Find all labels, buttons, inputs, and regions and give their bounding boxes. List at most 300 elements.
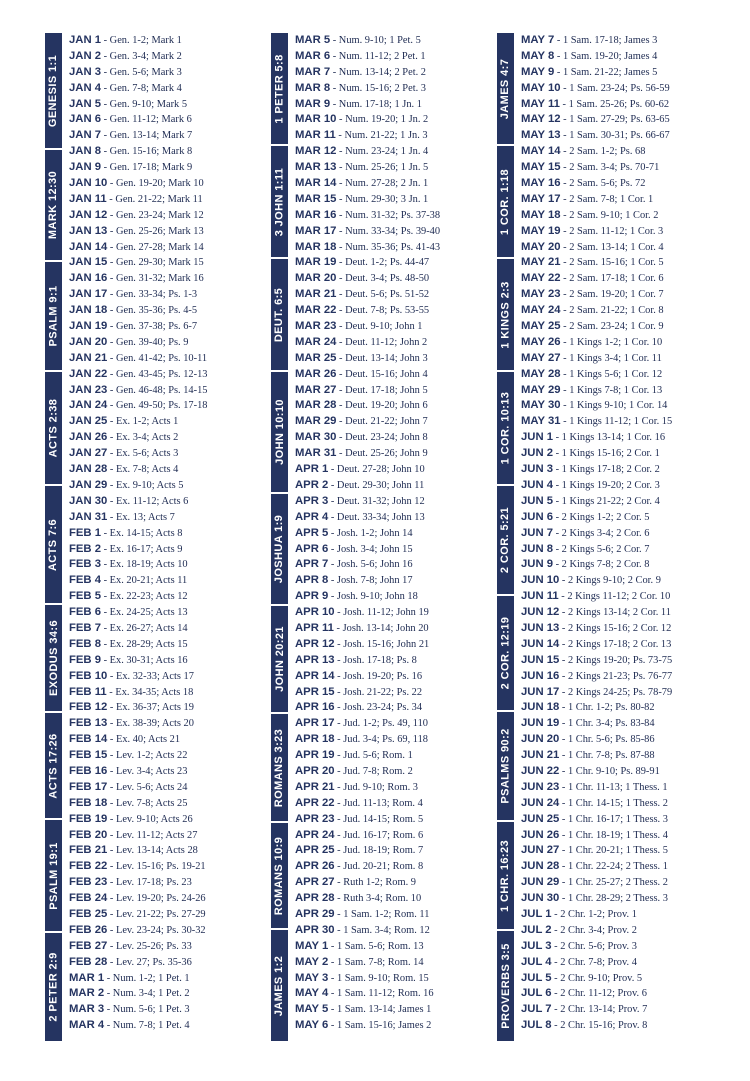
verse-label: DEUT. 6:5 [273,287,286,342]
entry-date: JAN 2 [69,49,102,62]
entry-date: MAY 16 [521,177,561,190]
entry-reading: - Gen. 35-36; Ps. 4-5 [107,305,198,317]
entry-reading: - Num. 33-34; Ps. 39-40 [336,225,441,237]
reading-entry [69,303,269,319]
entry-reading: - Lev. 25-26; Ps. 33 [107,940,192,952]
entry-date: JAN 18 [69,304,108,317]
entry-reading: - 1 Chr. 5-6; Ps. 85-86 [559,734,655,746]
verse-label: EXODUS 34:6 [47,620,60,696]
entry-reading: - Gen. 39-40; Ps. 9 [107,336,189,348]
reading-entry [521,1018,721,1034]
reading-entry [295,176,495,192]
entry-date: APR 14 [295,669,335,682]
reading-entry [69,637,269,653]
verse-tab [271,823,288,928]
entry-date: MAY 9 [521,65,555,78]
entry-date: FEB 24 [69,892,108,905]
entry-date: JAN 17 [69,288,108,301]
entry-date: MAY 3 [295,971,329,984]
verse-label: JOSHUA 1:9 [273,514,286,584]
entry-reading: - Ex. 32-33; Acts 17 [107,670,194,682]
reading-entry [69,653,269,669]
entry-reading: - Josh. 15-16; John 21 [334,638,430,650]
entry-reading: - Josh. 21-22; Ps. 22 [334,686,423,698]
entry-date: FEB 23 [69,876,108,889]
entry-date: JUN 2 [521,447,554,460]
entry-reading: - 2 Chr. 7-8; Prov. 4 [551,956,637,968]
entry-date: APR 9 [295,590,329,603]
reading-entry [69,510,269,526]
entry-date: MAY 10 [521,81,561,94]
entry-date: MAY 4 [295,987,329,1000]
reading-entry [69,351,269,367]
entry-reading: - Deut. 5-6; Ps. 51-52 [336,289,430,301]
entry-date: MAR 2 [69,987,105,1000]
entry-reading: - 1 Kings 5-6; 1 Cor. 12 [560,368,663,380]
entry-date: MAR 3 [69,1003,105,1016]
entry-date: JUN 28 [521,860,560,873]
reading-entry [69,557,269,573]
reading-entry [69,843,269,859]
reading-entry [521,462,721,478]
reading-entry [295,446,495,462]
reading-entry [521,748,721,764]
entry-date: MAR 1 [69,971,105,984]
reading-entry [521,780,721,796]
reading-entry [69,335,269,351]
entry-date: APR 30 [295,923,335,936]
reading-entry [521,144,721,160]
reading-entry [69,462,269,478]
entry-date: FEB 25 [69,907,108,920]
reading-entry [69,160,269,176]
entry-reading: - Josh. 19-20; Ps. 16 [334,670,423,682]
reading-entry [521,589,721,605]
verse-label: MARK 12:30 [47,170,60,240]
entry-reading: - 2 Chr. 3-4; Prov. 2 [551,924,637,936]
entry-reading: - 2 Sam. 7-8; 1 Cor. 1 [560,193,654,205]
entry-date: APR 21 [295,780,335,793]
reading-entry [69,621,269,637]
entry-date: MAY 21 [521,256,561,269]
reading-entry [295,271,495,287]
entry-reading: - 1 Chr. 18-19; 1 Thess. 4 [559,829,668,841]
reading-entry [295,510,495,526]
reading-entry [295,621,495,637]
reading-entry [521,542,721,558]
entry-reading: - Gen. 5-6; Mark 3 [101,66,182,78]
entry-reading: - Gen. 49-50; Ps. 17-18 [107,400,208,412]
reading-entry [69,732,269,748]
entry-reading: - Ex. 30-31; Acts 16 [101,654,188,666]
entry-date: JUN 20 [521,733,560,746]
entry-reading: - Gen. 29-30; Mark 15 [107,257,204,269]
reading-entry [295,128,495,144]
verse-tab [497,259,514,370]
reading-entry [521,986,721,1002]
entry-date: JUN 8 [521,542,554,555]
entry-reading: - 2 Kings 1-2; 2 Cor. 5 [553,511,650,523]
reading-entry [521,669,721,685]
entry-reading: - 1 Kings 13-14; 1 Cor. 16 [553,432,666,444]
entry-date: MAR 22 [295,304,337,317]
entry-date: MAR 11 [295,129,336,142]
verse-label: 2 COR. 12:19 [499,616,512,690]
reading-entry [521,875,721,891]
reading-entry [295,255,495,271]
reading-entry [295,112,495,128]
entry-date: FEB 7 [69,621,102,634]
entry-reading: - Num. 5-6; 1 Pet. 3 [104,1004,190,1016]
entry-date: JUL 3 [521,939,552,952]
reading-entry [521,653,721,669]
entry-reading: - Num. 17-18; 1 Jn. 1 [330,98,422,110]
entry-reading: - 2 Chr. 11-12; Prov. 6 [551,988,647,1000]
reading-entry [521,605,721,621]
entry-date: APR 8 [295,574,329,587]
entry-date: JAN 3 [69,65,102,78]
verse-label: PROVERBS 3:5 [499,943,512,1029]
entry-reading: - Num. 19-20; 1 Jn. 2 [336,114,429,126]
reading-entry [295,939,495,955]
entry-reading: - Num. 9-10; 1 Pet. 5 [330,35,421,46]
reading-entry [521,732,721,748]
reading-entry [69,780,269,796]
reading-entry [521,112,721,128]
entry-reading: - Jud. 9-10; Rom. 3 [334,781,418,793]
entry-reading: - 2 Chr. 15-16; Prov. 8 [551,1020,648,1032]
verse-tab [497,712,514,820]
entry-date: JUL 2 [521,923,552,936]
entry-reading: - Gen. 15-16; Mark 8 [101,146,193,158]
reading-entry [69,383,269,399]
entry-date: MAR 9 [295,97,331,110]
entry-date: APR 29 [295,907,335,920]
reading-entry [295,526,495,542]
entry-reading: - 1 Kings 9-10; 1 Cor. 14 [560,400,668,412]
reading-entry [521,81,721,97]
reading-entry [69,81,269,97]
entry-date: MAR 26 [295,367,337,380]
entry-reading: - 1 Sam. 19-20; James 4 [554,50,658,62]
entry-reading: - Deut. 29-30; John 11 [328,479,425,491]
verse-tab [497,822,514,929]
entry-reading: - 1 Chr. 11-13; 1 Thess. 1 [559,781,668,793]
entry-reading: - 2 Sam. 5-6; Ps. 72 [560,178,646,190]
entry-date: JAN 19 [69,320,108,333]
entry-reading: - Num. 7-8; 1 Pet. 4 [104,1020,190,1032]
entry-date: MAR 27 [295,383,337,396]
verse-tab [271,714,288,821]
entry-reading: - Lev. 15-16; Ps. 19-21 [107,861,206,873]
reading-entry [295,414,495,430]
entry-date: FEB 5 [69,590,102,603]
entry-date: JAN 7 [69,129,102,142]
entry-reading: - Ruth 1-2; Rom. 9 [334,877,416,889]
reading-entry [295,637,495,653]
entry-reading: - Deut. 17-18; John 5 [336,384,428,396]
entry-reading: - Gen. 19-20; Mark 10 [107,178,204,190]
entry-reading: - 2 Sam. 3-4; Ps. 70-71 [560,162,660,174]
entry-date: MAY 14 [521,145,561,158]
entry-date: FEB 18 [69,796,108,809]
reading-entry [69,176,269,192]
entry-date: MAY 26 [521,335,561,348]
entry-date: APR 25 [295,844,335,857]
entry-reading: - Ex. 1-2; Acts 1 [107,416,179,428]
entry-date: JUN 7 [521,526,554,539]
entry-date: MAY 8 [521,49,555,62]
entry-reading: - Gen. 41-42; Ps. 10-11 [107,352,208,364]
entry-reading: - 1 Kings 1-2; 1 Cor. 10 [560,336,663,348]
reading-entry [521,859,721,875]
entry-reading: - Ex. 7-8; Acts 4 [107,464,179,476]
entry-reading: - Lev. 23-24; Ps. 30-32 [107,924,206,936]
entry-date: JUN 27 [521,844,560,857]
entry-reading: - Ex. 5-6; Acts 3 [107,448,179,460]
entry-date: JUN 5 [521,494,554,507]
entry-date: FEB 8 [69,637,102,650]
entry-date: JAN 6 [69,113,102,126]
entry-reading: - Ex. 16-17; Acts 9 [101,543,183,555]
entry-reading: - Ex. 3-4; Acts 2 [107,432,179,444]
reading-entry [295,573,495,589]
reading-entry [521,65,721,81]
entry-reading: - 1 Kings 17-18; 2 Cor. 2 [553,464,660,476]
reading-entry [69,97,269,113]
entry-date: JUN 11 [521,590,559,603]
verse-tab [271,494,288,604]
reading-entry [521,255,721,271]
verse-tab [45,33,62,148]
entry-reading: - 2 Kings 19-20; Ps. 73-75 [559,654,673,666]
entry-reading: - Gen. 46-48; Ps. 14-15 [107,384,208,396]
entry-date: JAN 9 [69,161,102,174]
entry-date: FEB 4 [69,574,102,587]
entry-reading: - Deut. 33-34; John 13 [328,511,425,523]
entry-date: MAR 25 [295,351,337,364]
entry-reading: - 2 Kings 15-16; 2 Cor. 12 [559,622,672,634]
entry-reading: - Ex. 38-39; Acts 20 [107,718,194,730]
reading-entry [69,859,269,875]
entry-reading: - Jud. 3-4; Ps. 69, 118 [334,734,428,746]
entry-date: MAY 11 [521,97,560,110]
reading-entry [69,764,269,780]
reading-entry [521,414,721,430]
entry-reading: - Num. 25-26; 1 Jn. 5 [336,162,429,174]
reading-entry [295,669,495,685]
reading-list [69,33,269,1034]
entry-reading: - Deut. 7-8; Ps. 53-55 [336,305,430,317]
entry-date: FEB 3 [69,558,102,571]
entry-date: JAN 11 [69,192,107,205]
reading-entry [295,859,495,875]
reading-entry [69,986,269,1002]
verse-label: PSALM 9:1 [47,285,60,347]
verse-label: 1 COR. 1:18 [499,168,512,235]
reading-entry [295,796,495,812]
entry-date: JAN 20 [69,335,108,348]
entry-date: APR 16 [295,701,335,714]
reading-entry [521,49,721,65]
entry-reading: - Jud. 5-6; Rom. 1 [334,750,413,762]
entry-reading: - Num. 13-14; 2 Pet. 2 [330,66,426,78]
verse-tab [497,372,514,484]
entry-reading: - Gen. 21-22; Mark 11 [106,193,203,205]
reading-entry [295,828,495,844]
entry-reading: - Gen. 9-10; Mark 5 [101,98,188,110]
reading-entry [295,653,495,669]
verse-label: GENESIS 1:1 [47,54,60,127]
reading-entry [521,287,721,303]
reading-entry [521,478,721,494]
reading-entry [521,764,721,780]
entry-date: FEB 9 [69,653,102,666]
reading-entry [69,49,269,65]
entry-date: JAN 27 [69,447,108,460]
entry-reading: - 2 Kings 3-4; 2 Cor. 6 [553,527,650,539]
entry-reading: - 1 Kings 21-22; 2 Cor. 4 [553,495,660,507]
entry-date: JAN 8 [69,145,102,158]
entry-date: FEB 14 [69,733,108,746]
entry-reading: - Ex. 40; Acts 21 [107,734,181,746]
reading-entry [295,192,495,208]
entry-date: MAR 19 [295,256,337,269]
entry-date: APR 18 [295,733,335,746]
entry-date: JUN 3 [521,463,554,476]
verse-label: JAMES 4:7 [499,58,512,119]
entry-date: JUN 21 [521,749,560,762]
reading-entry [69,287,269,303]
reading-entry [521,335,721,351]
entry-date: JUN 14 [521,637,560,650]
reading-entry [521,1002,721,1018]
entry-reading: - 1 Chr. 28-29; 2 Thess. 3 [559,893,668,905]
entry-date: MAR 13 [295,161,337,174]
reading-entry [295,240,495,256]
entry-date: MAR 12 [295,145,337,158]
reading-entry [69,955,269,971]
entry-date: MAR 21 [295,288,337,301]
entry-date: MAR 17 [295,224,337,237]
reading-entry [521,939,721,955]
entry-reading: - Josh. 1-2; John 14 [328,527,413,539]
reading-entry [69,208,269,224]
reading-entry [295,1018,495,1034]
entry-date: MAR 28 [295,399,337,412]
entry-reading: - Gen. 37-38; Ps. 6-7 [107,321,198,333]
entry-reading: - Lev. 7-8; Acts 25 [107,797,188,809]
reading-entry [69,796,269,812]
reading-entry [521,446,721,462]
entry-reading: - Num. 31-32; Ps. 37-38 [336,209,441,221]
reading-entry [521,303,721,319]
entry-date: APR 11 [295,621,334,634]
reading-entry [295,49,495,65]
entry-date: FEB 15 [69,749,108,762]
entry-reading: - Lev. 13-14; Acts 28 [107,845,198,857]
reading-entry [69,700,269,716]
entry-reading: - 2 Kings 21-23; Ps. 76-77 [559,670,673,682]
reading-entry [295,319,495,335]
verse-tab [497,146,514,257]
entry-reading: - 2 Sam. 13-14; 1 Cor. 4 [560,241,664,253]
entry-date: JUN 13 [521,621,560,634]
reading-entry [295,780,495,796]
reading-entry [295,764,495,780]
entry-date: FEB 13 [69,717,108,730]
verse-tab [497,931,514,1041]
entry-date: MAY 31 [521,415,561,428]
reading-entry [295,923,495,939]
reading-entry [521,828,721,844]
reading-entry [69,398,269,414]
reading-entry [521,97,721,113]
entry-date: MAY 15 [521,161,561,174]
reading-entry [295,367,495,383]
entry-date: MAY 5 [295,1003,329,1016]
entry-reading: - Josh. 11-12; John 19 [334,607,429,619]
entry-reading: - 2 Sam. 11-12; 1 Cor. 3 [560,225,664,237]
reading-entry [69,907,269,923]
reading-entry [521,510,721,526]
reading-entry [69,112,269,128]
entry-reading: - Ex. 20-21; Acts 11 [101,575,188,587]
entry-date: JUL 7 [521,1003,552,1016]
reading-entry [69,1002,269,1018]
entry-date: MAY 23 [521,288,561,301]
reading-entry [521,160,721,176]
entry-reading: - 2 Kings 11-12; 2 Cor. 10 [558,591,671,603]
reading-entry [295,287,495,303]
entry-reading: - 2 Kings 9-10; 2 Cor. 9 [559,575,661,587]
reading-entry [521,192,721,208]
reading-entry [69,748,269,764]
entry-reading: - Lev. 19-20; Ps. 24-26 [107,893,206,905]
entry-date: MAR 10 [295,113,337,126]
entry-reading: - Josh. 9-10; John 18 [328,591,418,603]
entry-reading: - 2 Sam. 1-2; Ps. 68 [560,146,646,158]
entry-date: MAR 8 [295,81,331,94]
entry-reading: - Jud. 11-13; Rom. 4 [334,797,423,809]
verse-tab [271,33,288,144]
entry-reading: - 1 Kings 19-20; 2 Cor. 3 [553,479,660,491]
entry-date: JUN 24 [521,796,560,809]
entry-reading: - Gen. 17-18; Mark 9 [101,162,193,174]
entry-reading: - 2 Kings 13-14; 2 Cor. 11 [559,607,671,619]
reading-entry [295,303,495,319]
entry-date: APR 13 [295,653,335,666]
entry-date: MAR 29 [295,415,337,428]
entry-reading: - Deut. 9-10; John 1 [336,321,423,333]
reading-entry [69,812,269,828]
reading-entry [69,971,269,987]
entry-reading: - 1 Sam. 11-12; Rom. 16 [328,988,434,1000]
entry-date: JAN 4 [69,81,102,94]
reading-entry [521,891,721,907]
reading-list [295,33,495,1034]
entry-reading: - 2 Chr. 9-10; Prov. 5 [551,972,643,984]
entry-date: JAN 26 [69,431,108,444]
entry-reading: - Jud. 7-8; Rom. 2 [334,765,413,777]
entry-date: APR 27 [295,876,335,889]
entry-date: APR 26 [295,860,335,873]
entry-date: APR 2 [295,478,329,491]
entry-date: FEB 21 [69,844,108,857]
reading-entry [295,81,495,97]
entry-reading: - Gen. 3-4; Mark 2 [101,50,182,62]
entry-date: JAN 10 [69,177,108,190]
